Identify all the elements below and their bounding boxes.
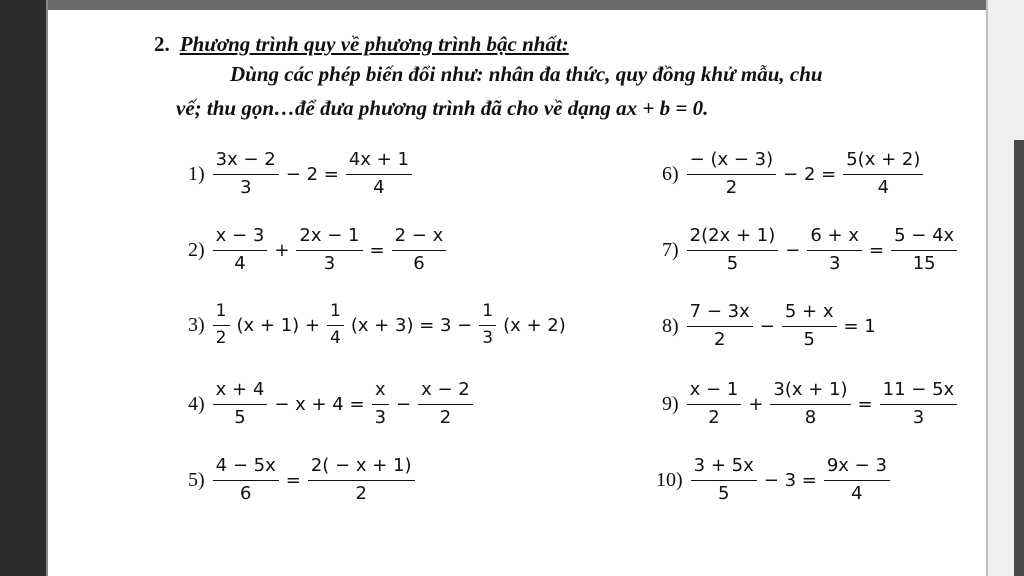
left-dark-band bbox=[0, 0, 46, 576]
fraction bbox=[372, 380, 389, 428]
numerator: 2(2x + 1) bbox=[687, 226, 779, 251]
numerator: 1 bbox=[327, 302, 344, 326]
numerator: 2( − x + 1) bbox=[308, 456, 415, 481]
operator: = bbox=[869, 239, 885, 261]
numerator: 4x + 1 bbox=[346, 150, 412, 175]
equation-9 bbox=[662, 380, 961, 428]
fraction bbox=[327, 302, 344, 348]
numerator: 2x − 1 bbox=[296, 226, 362, 251]
numerator: 2 − x bbox=[392, 226, 447, 251]
term: (x + 1) + bbox=[236, 314, 320, 336]
denominator: 4 bbox=[851, 482, 863, 504]
denominator: 3 bbox=[374, 406, 387, 428]
fraction bbox=[213, 456, 279, 504]
intro-line-2: vế; thu gọn…để đưa phương trình đã cho về dạng ax + b = 0. bbox=[176, 96, 709, 120]
top-bar bbox=[0, 0, 1024, 10]
numerator: 11 − 5x bbox=[880, 380, 958, 405]
equation-label: 10) bbox=[656, 468, 683, 491]
fraction bbox=[687, 380, 742, 428]
intro-line-1: Dùng các phép biến đổi như: nhân đa thức, quy đồng khử mẫu, chu bbox=[230, 62, 823, 86]
section-title: Phương trình quy về phương trình bậc nhất: bbox=[179, 32, 569, 56]
equation-label: 9) bbox=[662, 392, 679, 415]
numerator: x − 2 bbox=[418, 380, 473, 405]
fraction bbox=[687, 302, 753, 350]
equation-10 bbox=[656, 456, 894, 504]
denominator: 2 bbox=[355, 482, 367, 504]
numerator: 3x − 2 bbox=[213, 150, 279, 175]
fraction bbox=[824, 456, 890, 504]
equation-8 bbox=[662, 302, 879, 350]
equation-label: 4) bbox=[188, 392, 205, 415]
numerator: 1 bbox=[213, 302, 230, 326]
numerator: 4 − 5x bbox=[213, 456, 279, 481]
denominator: 3 bbox=[323, 252, 336, 274]
fraction bbox=[479, 302, 496, 348]
operator: − 2 = bbox=[285, 163, 339, 185]
fraction bbox=[296, 226, 362, 274]
numerator: 5 + x bbox=[782, 302, 837, 327]
numerator: x bbox=[372, 380, 389, 405]
equation-label: 8) bbox=[662, 314, 679, 337]
numerator: x − 3 bbox=[213, 226, 268, 251]
fraction bbox=[213, 380, 268, 428]
fraction bbox=[213, 302, 230, 348]
denominator: 4 bbox=[373, 176, 385, 198]
numerator: 1 bbox=[479, 302, 496, 326]
section-heading bbox=[154, 32, 569, 57]
numerator: 7 − 3x bbox=[687, 302, 753, 327]
operator: + bbox=[274, 239, 290, 261]
numerator: 5(x + 2) bbox=[843, 150, 923, 175]
denominator: 5 bbox=[726, 252, 739, 274]
operator: − bbox=[785, 239, 801, 261]
denominator: 4 bbox=[234, 252, 246, 274]
equation-7 bbox=[662, 226, 961, 274]
denominator: 4 bbox=[877, 176, 890, 198]
operator: − bbox=[396, 393, 412, 415]
numerator: − (x − 3) bbox=[687, 150, 776, 175]
right-hand-side: = 1 bbox=[843, 315, 876, 337]
equation-label: 3) bbox=[188, 313, 205, 336]
right-page-edge bbox=[986, 0, 988, 576]
denominator: 2 bbox=[439, 406, 452, 428]
right-dark-strip bbox=[1014, 140, 1024, 576]
equation-label: 2) bbox=[188, 238, 205, 261]
operator: = bbox=[369, 239, 385, 261]
equation-4 bbox=[188, 380, 477, 428]
equation-3 bbox=[188, 302, 569, 348]
fraction bbox=[880, 380, 958, 428]
operator: − bbox=[759, 315, 775, 337]
equation-5 bbox=[188, 456, 419, 504]
denominator: 6 bbox=[239, 482, 252, 504]
section-number: 2. bbox=[154, 32, 170, 56]
denominator: 2 bbox=[725, 176, 738, 198]
fraction bbox=[843, 150, 923, 198]
denominator: 8 bbox=[804, 406, 817, 428]
fraction bbox=[308, 456, 415, 504]
equation-label: 1) bbox=[188, 162, 205, 185]
equation-2 bbox=[188, 226, 450, 274]
denominator: 2 bbox=[713, 328, 726, 350]
equation-1 bbox=[188, 150, 416, 198]
operator: + bbox=[748, 393, 764, 415]
fraction bbox=[691, 456, 757, 504]
denominator: 3 bbox=[239, 176, 252, 198]
operator: − 3 = bbox=[763, 469, 817, 491]
term: (x + 2) bbox=[503, 314, 566, 336]
numerator: 6 + x bbox=[807, 226, 862, 251]
denominator: 2 bbox=[215, 327, 227, 348]
denominator: 3 bbox=[828, 252, 841, 274]
denominator: 5 bbox=[717, 482, 730, 504]
fraction bbox=[392, 226, 447, 274]
fraction bbox=[807, 226, 862, 274]
fraction bbox=[346, 150, 412, 198]
fraction bbox=[770, 380, 850, 428]
numerator: 3 + 5x bbox=[691, 456, 757, 481]
denominator: 5 bbox=[803, 328, 815, 350]
numerator: x − 1 bbox=[687, 380, 742, 405]
fraction bbox=[782, 302, 837, 350]
equation-label: 5) bbox=[188, 468, 205, 491]
denominator: 4 bbox=[329, 327, 341, 348]
denominator: 15 bbox=[912, 252, 936, 274]
denominator: 2 bbox=[708, 406, 720, 428]
operator: − 2 = bbox=[783, 163, 837, 185]
fraction bbox=[891, 226, 957, 274]
document-page bbox=[48, 10, 986, 576]
equation-label: 6) bbox=[662, 162, 679, 185]
fraction bbox=[687, 226, 779, 274]
operator: = bbox=[857, 393, 873, 415]
numerator: 9x − 3 bbox=[824, 456, 890, 481]
denominator: 5 bbox=[234, 406, 246, 428]
operator: − x + 4 = bbox=[274, 393, 365, 415]
term: (x + 3) = 3 − bbox=[350, 314, 473, 336]
equation-label: 7) bbox=[662, 238, 679, 261]
denominator: 3 bbox=[912, 406, 925, 428]
numerator: 3(x + 1) bbox=[770, 380, 850, 405]
fraction bbox=[418, 380, 473, 428]
numerator: x + 4 bbox=[213, 380, 268, 405]
fraction bbox=[213, 226, 268, 274]
numerator: 5 − 4x bbox=[891, 226, 957, 251]
fraction bbox=[213, 150, 279, 198]
operator: = bbox=[285, 469, 301, 491]
denominator: 3 bbox=[482, 327, 494, 348]
equation-6 bbox=[662, 150, 927, 198]
denominator: 6 bbox=[413, 252, 425, 274]
fraction bbox=[687, 150, 776, 198]
